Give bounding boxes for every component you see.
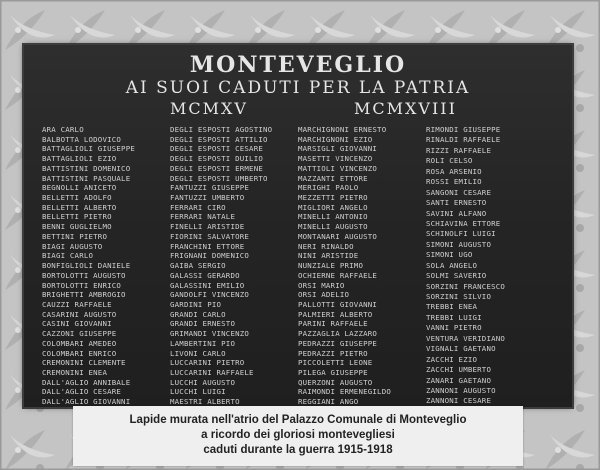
fallen-name: MASETTI VINCENZO xyxy=(298,154,373,163)
fallen-name: CAUZZI RAFFAELE xyxy=(42,299,112,309)
fallen-name: MINELLI ANTONIO xyxy=(298,212,368,222)
names-column-2 xyxy=(170,124,298,406)
fallen-name: SOLA ANGELO xyxy=(426,260,478,270)
fallen-name: MINELLI AUGUSTO xyxy=(298,222,368,231)
fallen-name: MERIGHI PAOLO xyxy=(298,183,359,193)
fallen-name: MAESTRI ALBERTO xyxy=(170,397,240,406)
fallen-name: SORZINI SILVIO xyxy=(426,292,492,301)
fallen-name: VANNI PIETRO xyxy=(426,323,482,333)
fallen-name: NINI ARISTIDE xyxy=(298,251,359,261)
fallen-name: CASINI GIOVANNI xyxy=(42,319,112,329)
fallen-name: BORTOLOTTI ENRICO xyxy=(42,280,122,290)
fallen-name: FERRARI CIRO xyxy=(170,202,226,212)
fallen-name: BATTAGLIOLI GIUSEPPE xyxy=(42,144,135,154)
fallen-name: PARINI RAFFAELE xyxy=(298,319,368,329)
names-column-4 xyxy=(426,124,554,406)
fallen-name: ZANNONI CESARE xyxy=(426,396,492,406)
fallen-name: RIZZI RAFFAELE xyxy=(426,145,492,155)
fallen-name: ZACCHI UMBERTO xyxy=(426,365,492,375)
fallen-name: REGGIANI ANGO xyxy=(298,397,359,406)
fallen-name: BRIGHETTI AMBROGIO xyxy=(42,290,126,299)
fallen-name: LUCCARINI RAFFAELE xyxy=(170,367,254,377)
fallen-name: MARCHIGNONI EZIO xyxy=(298,134,373,144)
fallen-name: MATTIOLI VINCENZO xyxy=(298,163,378,173)
fallen-name: FANTUZZI GIUSEPPE xyxy=(170,183,250,193)
fallen-name: RINALDI RAFFAELE xyxy=(426,135,501,145)
fallen-name: ROLI CELSO xyxy=(426,156,473,166)
fallen-name: BATTISTINI DOMENICO xyxy=(42,163,131,173)
fallen-name: GRANDI ERNESTO xyxy=(170,319,236,329)
fallen-name: BELLETTI ADOLFO xyxy=(42,193,112,202)
names-grid xyxy=(42,124,554,406)
fallen-name: VENTURA VERIDIANO xyxy=(426,333,506,343)
fallen-name: CREMONINI CLEMENTE xyxy=(42,358,126,367)
fallen-name: PALMIERI ALBERTO xyxy=(298,309,373,319)
fallen-name: PALLOTTI GIOVANNI xyxy=(298,299,378,309)
fallen-name: DALL'AGLIO CESARE xyxy=(42,387,122,397)
fallen-name: SORZINI FRANCESCO xyxy=(426,281,506,291)
fallen-name: FINELLI ARISTIDE xyxy=(170,222,245,231)
fallen-name: LIVONI CARLO xyxy=(170,348,226,358)
fallen-name: GAIBA SERGIO xyxy=(170,261,226,270)
fallen-name: DEGLI ESPOSTI ERMENE xyxy=(170,163,263,173)
fallen-name: NUNZIALE PRIMO xyxy=(298,261,364,270)
caption-line-3: caduti durante la guerra 1915-1918 xyxy=(203,444,393,456)
fallen-name: BORTOLOTTI AUGUSTO xyxy=(42,270,126,280)
fallen-name: FIORINI SALVATORE xyxy=(170,231,250,241)
fallen-name: BATTAGLIOLI EZIO xyxy=(42,154,117,163)
fallen-name: PEDRAZZI GIUSEPPE xyxy=(298,338,378,348)
plaque-subtitle: AI SUOI CADUTI PER LA PATRIA xyxy=(125,78,471,98)
fallen-name: SIMONI AUGUSTO xyxy=(426,239,492,249)
fallen-name: COLOMBARI ENRICO xyxy=(42,348,117,358)
fallen-name: DEGLI ESPOSTI AGOSTINO xyxy=(170,125,273,134)
fallen-name: SANGONI CESARE xyxy=(426,187,492,197)
fallen-name: CREMONINI ENEA xyxy=(42,367,108,377)
fallen-name: DALL'AGLIO ANNIBALE xyxy=(42,377,131,387)
names-column-1 xyxy=(42,124,170,406)
fallen-name: DALL'AGLIO GIOVANNI xyxy=(42,397,131,406)
fallen-name: LAMBERTINI PIO xyxy=(170,338,236,348)
fallen-name: DEGLI ESPOSTI ATTILIO xyxy=(170,134,268,144)
fallen-name: DEGLI ESPOSTI UMBERTO xyxy=(170,173,268,183)
fallen-name: SCHINOLFI LUIGI xyxy=(426,229,496,239)
year-end: MCMXVIII xyxy=(354,99,457,118)
fallen-name: LUCCARINI PIETRO xyxy=(170,358,245,367)
fallen-name: QUERZONI AUGUSTO xyxy=(298,377,373,387)
fallen-name: SANTI ERNESTO xyxy=(426,198,487,208)
fallen-name: GRANDI CARLO xyxy=(170,309,226,319)
fallen-name: LUCCHI LUIGI xyxy=(170,387,226,397)
fallen-name: BELLETTI ALBERTO xyxy=(42,202,117,212)
fallen-name: FANTUZZI UMBERTO xyxy=(170,193,245,202)
names-column-3 xyxy=(298,124,426,406)
fallen-name: ORSI ADELIO xyxy=(298,290,350,299)
memorial-plaque xyxy=(24,45,572,407)
fallen-name: CASARINI AUGUSTO xyxy=(42,309,117,319)
fallen-name: MAZZANTI ETTORE xyxy=(298,173,368,183)
fallen-name: NERI RINALDO xyxy=(298,241,354,251)
fallen-name: FRIGNANI DOMENICO xyxy=(170,251,250,261)
fallen-name: FERRARI NATALE xyxy=(170,212,236,222)
plaque-title: MONTEVEGLIO xyxy=(189,52,407,78)
fallen-name: BETTINI PIETRO xyxy=(42,231,108,241)
fallen-name: DEGLI ESPOSTI CESARE xyxy=(170,144,263,154)
fallen-name: MARCHIGNONI ERNESTO xyxy=(298,125,387,134)
fallen-name: GRIMANDI VINCENZO xyxy=(170,329,250,338)
fallen-name: ROSSI EMILIO xyxy=(426,177,482,187)
fallen-name: PILEGA GIUSEPPE xyxy=(298,367,368,377)
fallen-name: BIAGI AUGUSTO xyxy=(42,241,103,251)
fallen-name: TREBBI ENEA xyxy=(426,302,478,312)
fallen-name: OCHIERNE RAFFAELE xyxy=(298,270,378,280)
fallen-name: BELLETTI PIETRO xyxy=(42,212,112,222)
fallen-name: ORSI MARIO xyxy=(298,280,345,290)
fallen-name: ZACCHI EZIO xyxy=(426,354,478,364)
fallen-name: BATTISTINI PASQUALE xyxy=(42,173,131,183)
fallen-name: ZANNONI AUGUSTO xyxy=(426,385,496,395)
fallen-name: GALASSI GERARDO xyxy=(170,270,240,280)
fallen-name: FRANCHINI ETTORE xyxy=(170,241,245,251)
year-start: MCMXV xyxy=(170,99,248,118)
fallen-name: MIGLIORI ANGELO xyxy=(298,202,368,212)
fallen-name: BONFIGLIOLI DANIELE xyxy=(42,261,131,270)
fallen-name: BENNI GUGLIELMO xyxy=(42,222,112,231)
fallen-name: ARA CARLO xyxy=(42,125,84,134)
fallen-name: SIMONI UGO xyxy=(426,250,473,260)
fallen-name: LUCCHI AUGUSTO xyxy=(170,377,236,387)
fallen-name: PICCOLETTI LEONE xyxy=(298,358,373,367)
fallen-name: DEGLI ESPOSTI DUILIO xyxy=(170,154,263,163)
fallen-name: SCHIAVINA ETTORE xyxy=(426,218,501,228)
fallen-name: ROSA ARSENIO xyxy=(426,166,482,176)
fallen-name: PAZZAGLIA LAZZARO xyxy=(298,329,378,338)
fallen-name: BALBOTTA LODOVICO xyxy=(42,134,122,144)
caption-line-2: a ricordo dei gloriosi montevegliesi xyxy=(201,429,395,441)
fallen-name: RAIMONDI ERMENEGILDO xyxy=(298,387,391,397)
fallen-name: MARSIGLI GIOVANNI xyxy=(298,144,378,154)
fallen-name: SAVINI ALFANO xyxy=(426,208,487,218)
fallen-name: TREBBI LUIGI xyxy=(426,312,482,322)
fallen-name: MEZZETTI PIETRO xyxy=(298,193,368,202)
fallen-name: PEDRAZZI PIETRO xyxy=(298,348,368,358)
fallen-name: VIGNALI GAETANO xyxy=(426,344,496,354)
fallen-name: ZANARI GAETANO xyxy=(426,375,492,385)
fallen-name: GARDINI PIO xyxy=(170,299,222,309)
fallen-name: COLOMBARI AMEDEO xyxy=(42,338,117,348)
fallen-name: RIMONDI GIUSEPPE xyxy=(426,125,501,134)
fallen-name: MONTANARI AUGUSTO xyxy=(298,231,378,241)
fallen-name: GALASSINI EMILIO xyxy=(170,280,245,290)
fallen-name: CAZZONI GIUSEPPE xyxy=(42,329,117,338)
fallen-name: BIAGI CARLO xyxy=(42,251,94,261)
caption-line-1: Lapide murata nell'atrio del Palazzo Comunale di Monteveglio xyxy=(129,414,467,426)
fallen-name: GANDOLFI VINCENZO xyxy=(170,290,250,299)
fallen-name: SOLMI SAVERIO xyxy=(426,271,487,281)
caption-label xyxy=(73,406,523,466)
fallen-name: BEGNOLLI ANICETO xyxy=(42,183,117,193)
